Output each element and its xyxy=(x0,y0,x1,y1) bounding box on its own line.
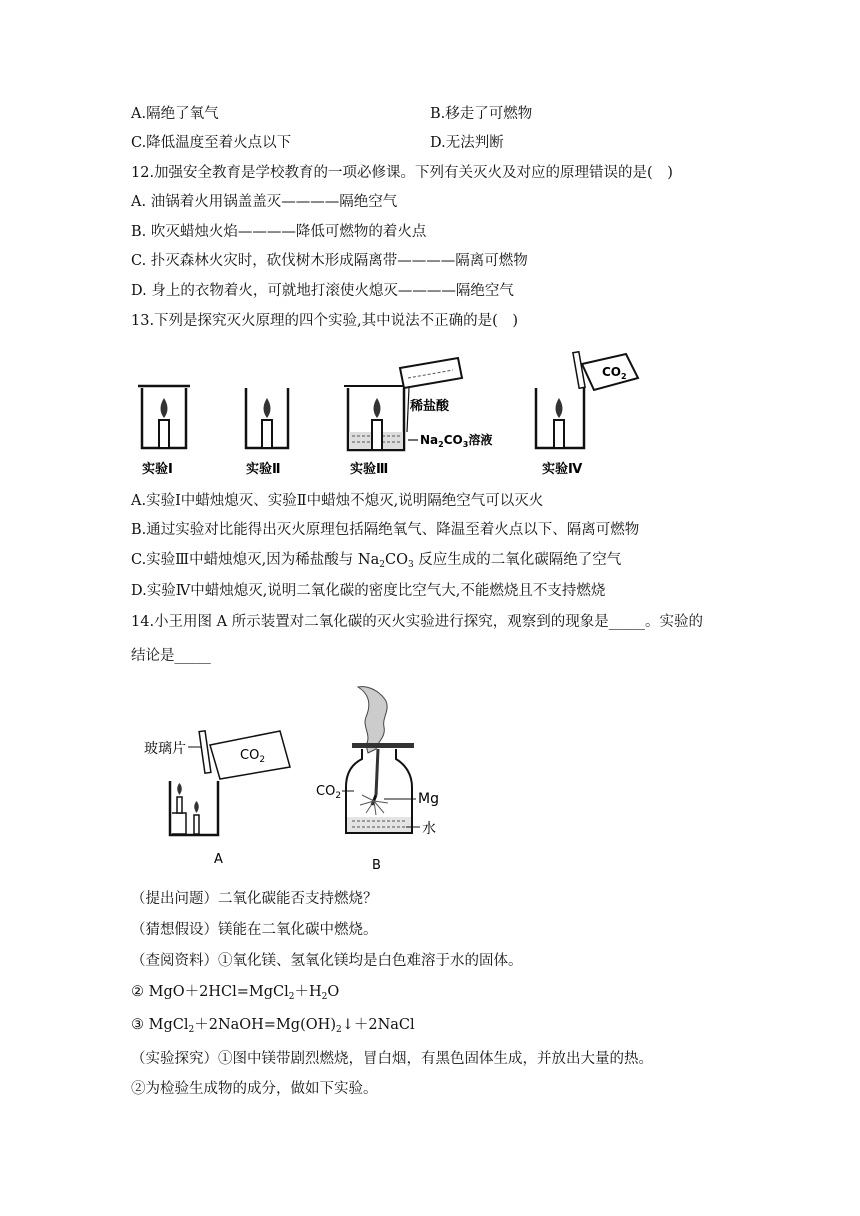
exp1-label: 实验Ⅰ xyxy=(142,462,173,477)
q11-option-c: C.降低温度至着火点以下 xyxy=(131,135,292,151)
na2co3-label: $Na_2CO_3$溶液 xyxy=(420,433,493,449)
fig-a-co2-label: $CO_2$ xyxy=(240,748,266,765)
water-label: 水 xyxy=(422,821,436,837)
q14-equation-3: ③ $MgCl_2+2NaOH=Mg(OH)_2↓+2NaCl$ xyxy=(131,1017,415,1035)
fig-a-label: A xyxy=(214,852,223,867)
q13-option-b: B.通过实验对比能得出灭火原理包括隔绝氧气、降温至着火点以下、隔离可燃物 xyxy=(131,522,640,538)
q13-option-d: D.实验Ⅳ中蜡烛熄灭,说明二氧化碳的密度比空气大,不能燃烧且不支持燃烧 xyxy=(131,583,606,599)
fig-b-label: B xyxy=(372,858,381,873)
q12-option-c: C. 扑灭森林火灾时，砍伐树木形成隔离带————隔离可燃物 xyxy=(131,253,528,269)
exp4-label: 实验Ⅳ xyxy=(542,462,583,477)
q13-figure xyxy=(128,348,658,482)
q13-stem: 13.下列是探究灭火原理的四个实验,其中说法不正确的是( ) xyxy=(131,313,518,329)
q13-option-c: C.实验Ⅲ中蜡烛熄灭,因为稀盐酸与 $Na_2CO_3$ 反应生成的二氧化碳隔绝了空气 xyxy=(131,552,622,570)
q12-stem: 12.加强安全教育是学校教育的一项必修课。下列有关灭火及对应的原理错误的是( ) xyxy=(131,165,673,181)
q12-option-a: A. 油锅着火用锅盖盖灭————隔绝空气 xyxy=(131,194,398,210)
exp4-co2-label: $CO_2$ xyxy=(602,365,627,381)
q14-explore-1: （实验探究）①图中镁带剧烈燃烧，冒白烟，有黑色固体生成，并放出大量的热。 xyxy=(131,1051,653,1067)
q14-figure xyxy=(140,683,460,875)
q11-option-b: B.移走了可燃物 xyxy=(430,106,533,122)
exp2-label: 实验Ⅱ xyxy=(246,462,281,477)
exp1-beaker xyxy=(138,386,190,448)
q14-info: （查阅资料）①氧化镁、氢氧化镁均是白色难溶于水的固体。 xyxy=(131,953,523,969)
q14-explore-2: ②为检验生成物的成分，做如下实验。 xyxy=(131,1081,378,1097)
q12-option-d: D. 身上的衣物着火，可就地打滚使火熄灭————隔绝空气 xyxy=(131,283,514,299)
exp2-beaker xyxy=(246,388,288,448)
mg-label: Mg xyxy=(418,791,439,807)
q11-option-d: D.无法判断 xyxy=(430,135,504,151)
q14-equation-2: ② $MgO+2HCl=MgCl_2+H_2O$ xyxy=(131,984,340,1002)
q14-line1: 14.小王用图 A 所示装置对二氧化碳的灭火实验进行探究，观察到的现象是_____。实验的 xyxy=(131,614,703,630)
fig-b-co2-label: $CO_2$ xyxy=(316,784,342,801)
q12-option-b: B. 吹灭蜡烛火焰————降低可燃物的着火点 xyxy=(131,224,427,240)
q11-option-a: A.隔绝了氧气 xyxy=(131,106,219,122)
q13-option-a: A.实验Ⅰ中蜡烛熄灭、实验Ⅱ中蜡烛不熄灭,说明隔绝空气可以灭火 xyxy=(131,493,544,509)
exp4-beaker xyxy=(536,352,638,448)
exp3-label: 实验Ⅲ xyxy=(350,462,389,477)
acid-label: 稀盐酸 xyxy=(410,399,450,414)
glass-label: 玻璃片 xyxy=(144,741,186,757)
q14-problem: （提出问题）二氧化碳能否支持燃烧？ xyxy=(131,891,378,907)
q14-line2: 结论是_____ xyxy=(131,648,211,664)
q14-hypothesis: （猜想假设）镁能在二氧化碳中燃烧。 xyxy=(131,922,378,938)
